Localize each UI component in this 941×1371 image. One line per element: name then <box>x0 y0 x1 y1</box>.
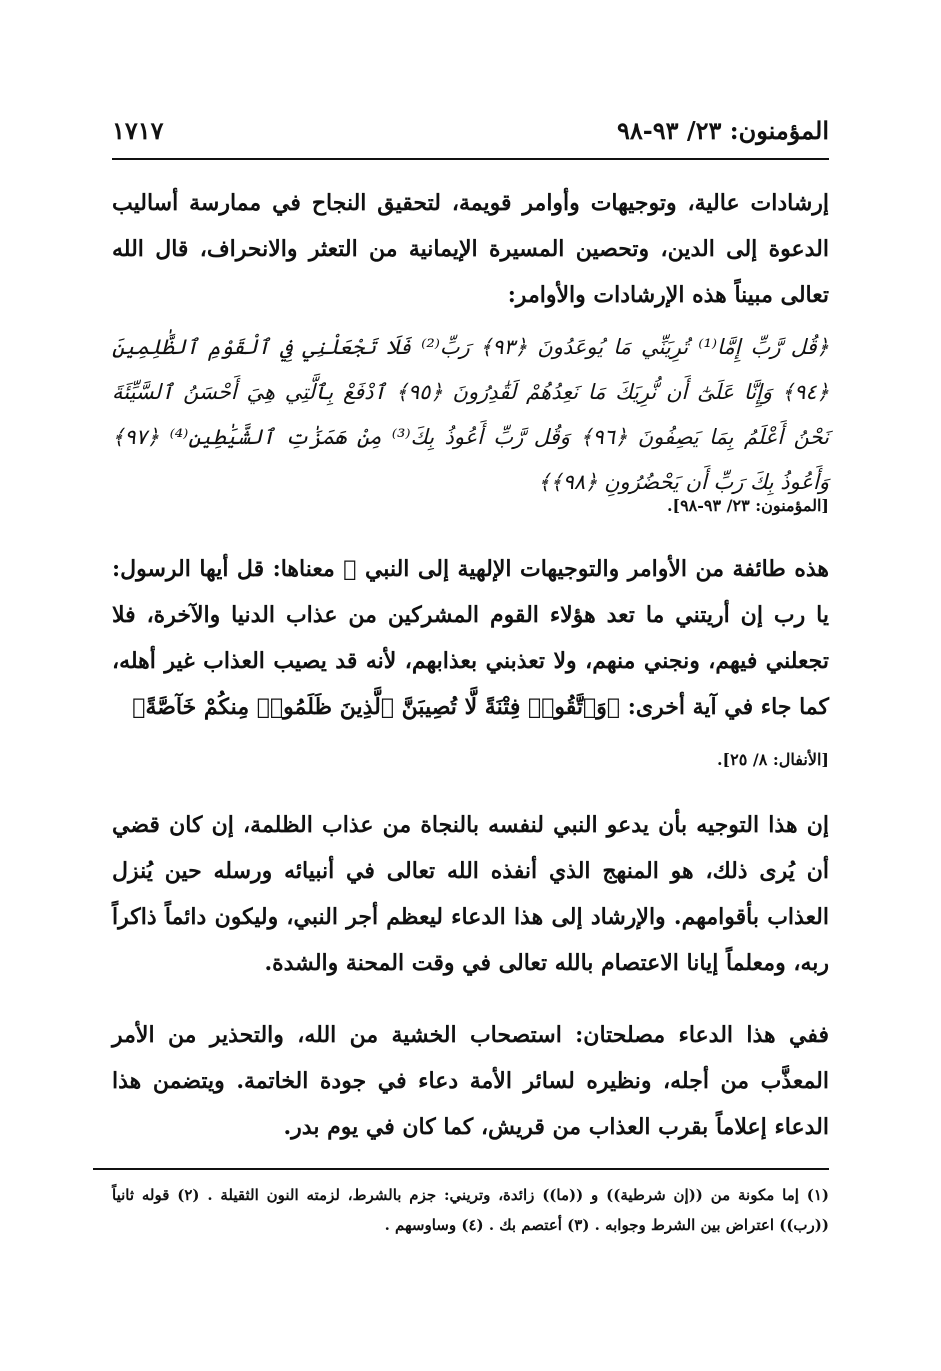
page-number: ١٧١٧ <box>112 115 164 145</box>
quran-citation: [المؤمنون: ٢٣/ ٩٣-٩٨]. <box>666 496 829 515</box>
quran-verses: ﴿قُل رَّبِّ إِمَّا⁽¹⁾ تُرِيَنِّي مَا يُوعَدُونَ ﴿٩٣﴾ رَبِّ⁽²⁾ فَلَا تَجْعَلْنِي فِي ٱلْقَوْمِ ٱلظَّٰلِمِينَ ﴿٩٤﴾ وَإِنَّا عَلَىٰٓ أَن نُّرِيَكَ مَا نَعِدُهُمْ لَقَٰدِرُونَ ﴿٩٥﴾ ٱدْفَعْ بِٱلَّتِي هِيَ أَحْسَنُ ٱلسَّيِّئَةَ نَحْنُ أَعْلَمُ بِمَا يَصِفُونَ ﴿٩٦﴾ وَقُل رَّبِّ أَعُوذُ بِكَ⁽³⁾ مِنْ هَمَزَٰتِ ٱلشَّيَٰطِينِ⁽⁴⁾ ﴿٩٧﴾ وَأَعُوذُ بِكَ رَبِّ أَن يَحْضُرُونِ ﴿٩٨﴾﴾ <box>112 335 830 494</box>
guidance-paragraph: إن هذا التوجيه بأن يدعو النبي لنفسه بالنجاة من عذاب الظلمة، إن كان قضي أن يُرى ذلك، هو المنهج الذي أنفذه الله تعالى في أنبيائه ورسله حين يُنزل العذاب بأقوامهم. والإرشاد إلى هذا الدعاء ليعظم أجر النبي، وليكون دائماً ذاكراً ربه، ومعلماً إيانا الاعتصام بالله تعالى في وقت المحنة والشدة. <box>112 812 829 976</box>
surah-reference: المؤمنون: ٢٣/ ٩٣-٩٨ <box>616 115 829 145</box>
header-divider <box>112 158 829 160</box>
benefits-paragraph: ففي هذا الدعاء مصلحتان: استصحاب الخشية من الله، والتحذير من الأمر المعذَّب من أجله، ونظيره لسائر الأمة دعاء في جودة الخاتمة. ويتضمن هذا الدعاء إعلاماً بقرب العذاب من قريش، كما كان في يوم بدر. <box>112 1022 829 1140</box>
anfal-citation: [الأنفال: ٨/ ٢٥]. <box>716 750 829 769</box>
explanation-paragraph: هذه طائفة من الأوامر والتوجيهات الإلهية إلى النبي ﷺ معناها: قل أيها الرسول: يا رب إن أريتني ما تعد هؤلاء القوم المشركين من عذاب الدنيا والآخرة، فلا تجعلني فيهم، ونجني منهم، ولا تعذبني بعذابهم، لأنه قد يصيب العذاب غير أهله، كما جاء في آية أخرى: ﴿وَٱتَّقُوا۟ فِتْنَةً لَّا تُصِيبَنَّ ٱلَّذِينَ ظَلَمُوا۟ مِنكُمْ خَآصَّةً﴾ <box>112 556 829 720</box>
page-header <box>112 110 829 150</box>
intro-paragraph: إرشادات عالية، وتوجيهات وأوامر قويمة، لتحقيق النجاح في ممارسة أساليب الدعوة إلى الدين، وتحصين المسيرة الإيمانية من التعثر والانحراف، قال الله تعالى مبيناً هذه الإرشادات والأوامر: <box>112 190 829 308</box>
footnote-divider <box>93 1168 829 1170</box>
footnotes: (١) إما مكونة من ((إن شرطية)) و ((ما)) زائدة، وتريني: جزم بالشرط، لزمته النون الثقيلة . (٢) قوله ثانياً ((رب)) اعتراض بين الشرط وجوابه . (٣) أعتصم بك . (٤) وساوسهم . <box>112 1186 830 1234</box>
